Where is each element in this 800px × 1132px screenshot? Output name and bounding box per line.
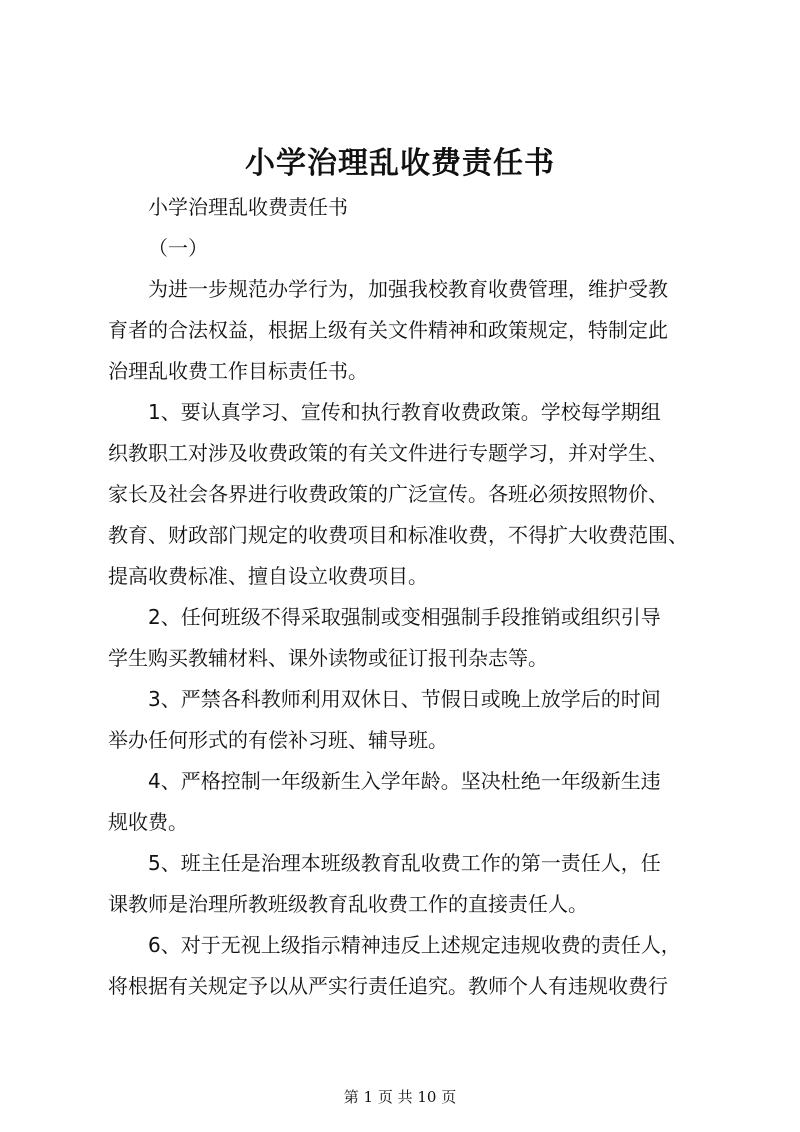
paragraph-line: 学生购买教辅材料、课外读物或征订报刊杂志等。 (108, 646, 548, 670)
document-subtitle: 小学治理乱收费责任书 (148, 195, 348, 219)
paragraph-item-2 (108, 597, 716, 679)
paragraph-item-5 (108, 843, 716, 925)
subtitle-paragraph (108, 187, 716, 228)
paragraph-line: 1、要认真学习、宣传和执行教育收费政策。学校每学期组 (148, 400, 661, 424)
paragraph-line: 提高收费标准、擅自设立收费项目。 (108, 564, 428, 588)
paragraph-line: 治理乱收费工作目标责任书。 (108, 359, 368, 383)
paragraph-line: 6、对于无视上级指示精神违反上述规定违规收费的责任人， (148, 933, 681, 957)
page-number-footer: 第 1 页 共 10 页 (343, 1088, 457, 1106)
paragraph-line: 5、班主任是治理本班级教育乱收费工作的第一责任人，任 (148, 851, 661, 875)
section-marker-paragraph (108, 228, 716, 269)
paragraph-line: 育者的合法权益，根据上级有关文件精神和政策规定，特制定此 (108, 318, 668, 342)
paragraph-item-3 (108, 679, 716, 761)
paragraph-line: 家长及社会各界进行收费政策的广泛宣传。各班必须按照物价、 (108, 482, 668, 506)
document-title: 小学治理乱收费责任书 (245, 146, 555, 181)
paragraph-intro (108, 269, 716, 392)
document-body (108, 187, 716, 1007)
paragraph-line: 教育、财政部门规定的收费项目和标准收费，不得扩大收费范围、 (108, 523, 688, 547)
paragraph-line: 课教师是治理所教班级教育乱收费工作的直接责任人。 (108, 892, 588, 916)
paragraph-line: 4、严格控制一年级新生入学年龄。坚决杜绝一年级新生违 (148, 769, 661, 793)
paragraph-line: 规收费。 (108, 810, 188, 834)
section-marker: （一） (148, 236, 208, 260)
paragraph-item-1 (108, 392, 716, 597)
paragraph-line: 2、任何班级不得采取强制或变相强制手段推销或组织引导 (148, 605, 661, 629)
paragraph-line: 3、严禁各科教师利用双休日、节假日或晚上放学后的时间 (148, 687, 661, 711)
paragraph-line: 举办任何形式的有偿补习班、辅导班。 (108, 728, 448, 752)
paragraph-line: 为进一步规范办学行为，加强我校教育收费管理，维护受教 (148, 277, 668, 301)
paragraph-item-6 (108, 925, 716, 1007)
paragraph-line: 将根据有关规定予以从严实行责任追究。教师个人有违规收费行 (108, 974, 668, 998)
paragraph-line: 织教职工对涉及收费政策的有关文件进行专题学习，并对学生、 (108, 441, 668, 465)
paragraph-item-4 (108, 761, 716, 843)
